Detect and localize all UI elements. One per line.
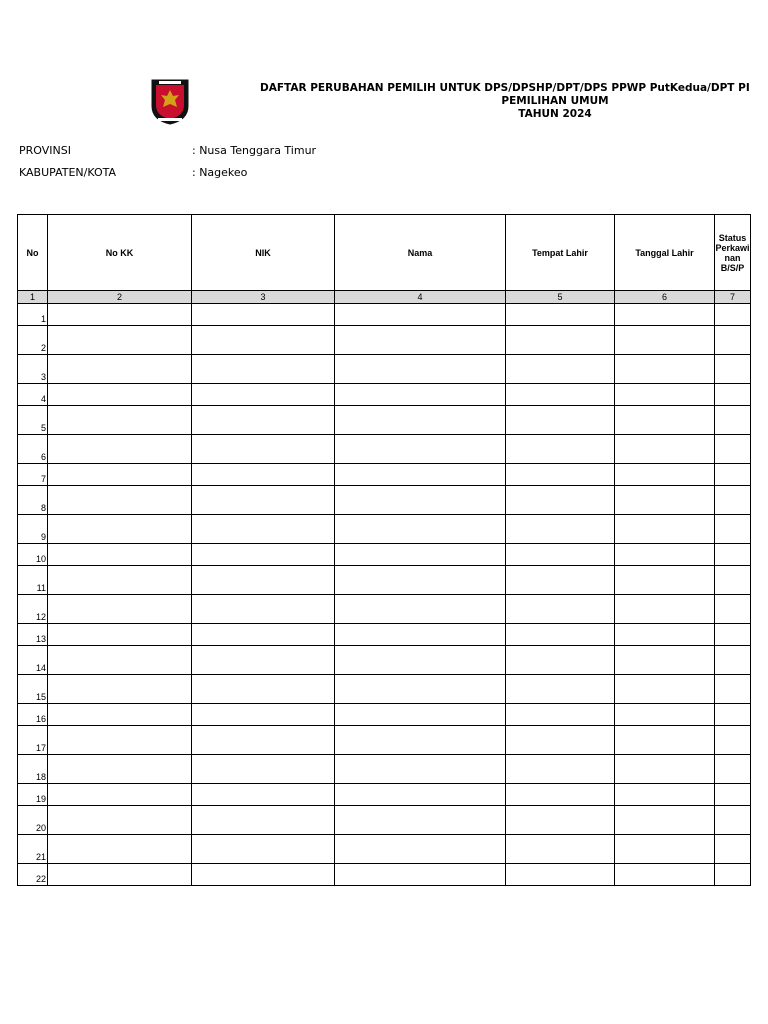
data-cell[interactable] — [192, 464, 335, 486]
data-cell[interactable] — [335, 464, 506, 486]
row-number-cell: 18 — [18, 755, 48, 784]
data-cell[interactable] — [192, 326, 335, 355]
data-cell[interactable] — [48, 486, 192, 515]
data-cell[interactable] — [48, 595, 192, 624]
row-number-cell: 3 — [18, 355, 48, 384]
header-no: No — [18, 215, 48, 291]
data-cell[interactable] — [506, 384, 615, 406]
data-cell[interactable] — [506, 675, 615, 704]
table-row — [18, 326, 751, 355]
row-number-cell: 22 — [18, 864, 48, 886]
row-number-cell: 11 — [18, 566, 48, 595]
data-cell[interactable] — [192, 595, 335, 624]
header-tanggal-lahir: Tanggal Lahir — [615, 215, 715, 291]
data-cell[interactable] — [48, 646, 192, 675]
row-number-cell: 8 — [18, 486, 48, 515]
table-row — [18, 304, 751, 326]
data-cell[interactable] — [615, 304, 715, 326]
data-cell[interactable] — [192, 566, 335, 595]
row-number-cell: 10 — [18, 544, 48, 566]
table-row — [18, 864, 751, 886]
data-cell[interactable] — [48, 464, 192, 486]
data-cell[interactable] — [506, 595, 615, 624]
data-cell[interactable] — [715, 806, 751, 835]
table-row — [18, 406, 751, 435]
data-cell[interactable] — [615, 835, 715, 864]
data-cell[interactable] — [335, 726, 506, 755]
row-number-cell: 15 — [18, 675, 48, 704]
title-line-1: DAFTAR PERUBAHAN PEMILIH UNTUK DPS/DPSHP/DPT/DPS PPWP PutKedua/DPT PI — [260, 82, 750, 94]
header-status-perkawinan: Status Perkawi nan B/S/P — [715, 215, 751, 291]
data-cell[interactable] — [615, 704, 715, 726]
data-cell[interactable] — [48, 406, 192, 435]
data-cell[interactable] — [335, 704, 506, 726]
row-number-cell: 12 — [18, 595, 48, 624]
data-cell[interactable] — [335, 595, 506, 624]
header-tempat-lahir: Tempat Lahir — [506, 215, 615, 291]
data-cell[interactable] — [335, 835, 506, 864]
data-cell[interactable] — [506, 835, 615, 864]
voter-change-table — [17, 214, 751, 886]
index-cell: 3 — [192, 291, 335, 304]
title-line-2: PEMILIHAN UMUM — [501, 95, 609, 107]
table-row — [18, 464, 751, 486]
data-cell[interactable] — [192, 304, 335, 326]
data-cell[interactable] — [715, 755, 751, 784]
data-cell[interactable] — [615, 486, 715, 515]
data-cell[interactable] — [192, 864, 335, 886]
row-number-cell: 5 — [18, 406, 48, 435]
data-cell[interactable] — [48, 864, 192, 886]
data-cell[interactable] — [715, 355, 751, 384]
data-cell[interactable] — [715, 784, 751, 806]
data-cell[interactable] — [192, 755, 335, 784]
data-cell[interactable] — [192, 384, 335, 406]
data-cell[interactable] — [335, 515, 506, 544]
data-cell[interactable] — [506, 646, 615, 675]
table-row — [18, 355, 751, 384]
data-cell[interactable] — [615, 784, 715, 806]
data-cell[interactable] — [615, 864, 715, 886]
data-cell[interactable] — [615, 566, 715, 595]
data-cell[interactable] — [615, 624, 715, 646]
data-cell[interactable] — [335, 486, 506, 515]
data-cell[interactable] — [615, 326, 715, 355]
table-header-row — [18, 215, 751, 291]
data-cell[interactable] — [715, 304, 751, 326]
data-cell[interactable] — [192, 704, 335, 726]
data-cell[interactable] — [615, 755, 715, 784]
data-cell[interactable] — [715, 864, 751, 886]
data-cell[interactable] — [48, 835, 192, 864]
data-cell[interactable] — [48, 435, 192, 464]
data-cell[interactable] — [192, 544, 335, 566]
data-cell[interactable] — [192, 806, 335, 835]
data-cell[interactable] — [615, 406, 715, 435]
data-cell[interactable] — [192, 515, 335, 544]
data-cell[interactable] — [715, 544, 751, 566]
provinsi-label: PROVINSI — [19, 144, 71, 157]
data-cell[interactable] — [615, 806, 715, 835]
data-cell[interactable] — [335, 675, 506, 704]
table-row — [18, 806, 751, 835]
table-row — [18, 544, 751, 566]
row-number-cell: 6 — [18, 435, 48, 464]
row-number-cell: 19 — [18, 784, 48, 806]
data-cell[interactable] — [48, 566, 192, 595]
kabupaten-value: : Nagekeo — [192, 166, 248, 179]
table-row — [18, 384, 751, 406]
data-cell[interactable] — [506, 355, 615, 384]
row-number-cell: 9 — [18, 515, 48, 544]
data-cell[interactable] — [192, 726, 335, 755]
data-cell[interactable] — [48, 544, 192, 566]
data-cell[interactable] — [506, 864, 615, 886]
row-number-cell: 16 — [18, 704, 48, 726]
data-cell[interactable] — [335, 544, 506, 566]
table-row — [18, 595, 751, 624]
row-number-cell: 20 — [18, 806, 48, 835]
table-row — [18, 486, 751, 515]
data-cell[interactable] — [48, 726, 192, 755]
data-cell[interactable] — [48, 755, 192, 784]
row-number-cell: 1 — [18, 304, 48, 326]
data-cell[interactable] — [192, 435, 335, 464]
data-cell[interactable] — [715, 464, 751, 486]
header-no-kk: No KK — [48, 215, 192, 291]
data-cell[interactable] — [615, 435, 715, 464]
row-number-cell: 2 — [18, 326, 48, 355]
data-cell[interactable] — [506, 755, 615, 784]
data-cell[interactable] — [715, 704, 751, 726]
data-cell[interactable] — [615, 515, 715, 544]
data-cell[interactable] — [335, 624, 506, 646]
data-cell[interactable] — [48, 355, 192, 384]
data-cell[interactable] — [715, 384, 751, 406]
data-cell[interactable] — [48, 784, 192, 806]
data-cell[interactable] — [506, 704, 615, 726]
data-cell[interactable] — [715, 646, 751, 675]
index-cell: 2 — [48, 291, 192, 304]
data-cell[interactable] — [192, 675, 335, 704]
data-cell[interactable] — [335, 384, 506, 406]
data-cell[interactable] — [615, 726, 715, 755]
data-cell[interactable] — [615, 544, 715, 566]
data-cell[interactable] — [715, 435, 751, 464]
data-cell[interactable] — [192, 835, 335, 864]
index-cell: 1 — [18, 291, 48, 304]
kpu-logo — [148, 76, 192, 126]
data-cell[interactable] — [506, 486, 615, 515]
data-cell[interactable] — [48, 304, 192, 326]
row-number-cell: 14 — [18, 646, 48, 675]
data-cell[interactable] — [192, 646, 335, 675]
data-cell[interactable] — [715, 486, 751, 515]
header-nik: NIK — [192, 215, 335, 291]
data-cell[interactable] — [506, 326, 615, 355]
data-cell[interactable] — [506, 806, 615, 835]
data-cell[interactable] — [192, 784, 335, 806]
data-cell[interactable] — [48, 515, 192, 544]
data-cell[interactable] — [335, 806, 506, 835]
data-cell[interactable] — [715, 595, 751, 624]
data-cell[interactable] — [615, 384, 715, 406]
data-cell[interactable] — [615, 675, 715, 704]
data-cell[interactable] — [192, 406, 335, 435]
data-cell[interactable] — [335, 326, 506, 355]
row-number-cell: 21 — [18, 835, 48, 864]
table-row — [18, 435, 751, 464]
data-cell[interactable] — [506, 515, 615, 544]
document-title — [260, 82, 768, 121]
data-cell[interactable] — [615, 464, 715, 486]
data-cell[interactable] — [715, 675, 751, 704]
row-number-cell: 17 — [18, 726, 48, 755]
row-number-cell: 7 — [18, 464, 48, 486]
data-cell[interactable] — [506, 406, 615, 435]
title-line-3: TAHUN 2024 — [518, 108, 592, 120]
data-cell[interactable] — [506, 726, 615, 755]
data-cell[interactable] — [335, 864, 506, 886]
data-cell[interactable] — [48, 675, 192, 704]
data-cell[interactable] — [506, 784, 615, 806]
data-cell[interactable] — [506, 544, 615, 566]
table-row — [18, 726, 751, 755]
table-row — [18, 704, 751, 726]
data-cell[interactable] — [48, 806, 192, 835]
table-row — [18, 835, 751, 864]
table-row — [18, 784, 751, 806]
data-cell[interactable] — [615, 355, 715, 384]
data-cell[interactable] — [506, 566, 615, 595]
data-cell[interactable] — [715, 835, 751, 864]
data-cell[interactable] — [506, 435, 615, 464]
data-cell[interactable] — [335, 406, 506, 435]
table-row — [18, 755, 751, 784]
data-cell[interactable] — [335, 304, 506, 326]
row-number-cell: 13 — [18, 624, 48, 646]
table-row — [18, 566, 751, 595]
data-cell[interactable] — [715, 515, 751, 544]
data-cell[interactable] — [615, 646, 715, 675]
data-cell[interactable] — [715, 624, 751, 646]
data-cell[interactable] — [506, 304, 615, 326]
data-cell[interactable] — [335, 646, 506, 675]
data-cell[interactable] — [335, 435, 506, 464]
data-cell[interactable] — [192, 355, 335, 384]
table-row — [18, 646, 751, 675]
kabupaten-label: KABUPATEN/KOTA — [19, 166, 117, 179]
data-cell[interactable] — [715, 406, 751, 435]
data-cell[interactable] — [48, 384, 192, 406]
data-cell[interactable] — [715, 566, 751, 595]
header-nama: Nama — [335, 215, 506, 291]
index-cell: 7 — [715, 291, 751, 304]
data-cell[interactable] — [192, 486, 335, 515]
data-cell[interactable] — [335, 784, 506, 806]
data-cell[interactable] — [335, 755, 506, 784]
data-cell[interactable] — [506, 624, 615, 646]
index-cell: 4 — [335, 291, 506, 304]
data-cell[interactable] — [506, 464, 615, 486]
data-cell[interactable] — [615, 595, 715, 624]
data-cell[interactable] — [48, 326, 192, 355]
data-cell[interactable] — [335, 566, 506, 595]
row-number-cell: 4 — [18, 384, 48, 406]
column-index-row — [18, 291, 751, 304]
table-row — [18, 675, 751, 704]
index-cell: 5 — [506, 291, 615, 304]
table-row — [18, 624, 751, 646]
data-cell[interactable] — [48, 704, 192, 726]
data-cell[interactable] — [192, 624, 335, 646]
data-cell[interactable] — [715, 326, 751, 355]
data-cell[interactable] — [48, 624, 192, 646]
data-cell[interactable] — [335, 355, 506, 384]
index-cell: 6 — [615, 291, 715, 304]
table-row — [18, 515, 751, 544]
provinsi-value: : Nusa Tenggara Timur — [192, 144, 317, 157]
data-cell[interactable] — [715, 726, 751, 755]
